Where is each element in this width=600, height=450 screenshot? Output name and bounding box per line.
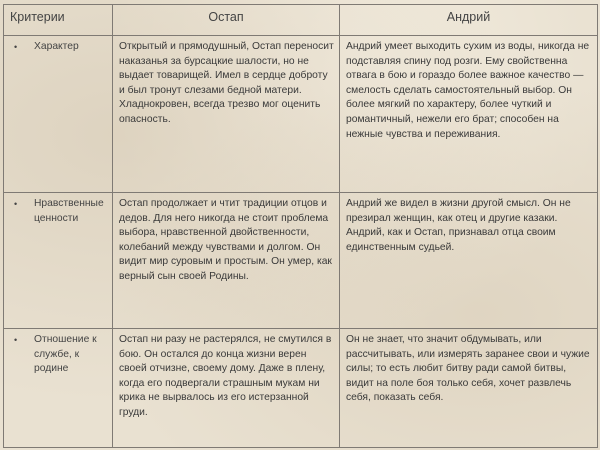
bullet-icon: • bbox=[14, 335, 18, 345]
table-row bbox=[4, 36, 598, 193]
andriy-cell: Андрий же видел в жизни другой смысл. Он не презирал женщин, как отец и другие казаки. Андрий, как и Остап, признавал отца своим единственным судьей. bbox=[340, 193, 598, 329]
criterion-cell bbox=[4, 36, 113, 193]
ostap-cell: Открытый и прямодушный, Остап переносит наказанья за бурсацкие шалости, но не выдает товарищей. Имел в сердце доброту и был тронут слезами бедной матери. Хладнокровен, всегда трезво мог оценить опасность. bbox=[113, 36, 340, 193]
bullet-icon: • bbox=[14, 199, 18, 209]
header-ostap: Остап bbox=[113, 5, 340, 36]
table-row bbox=[4, 193, 598, 329]
andriy-cell: Андрий умеет выходить сухим из воды, никогда не подставляя спину под розги. Ему свойственна отвага в бою и гораздо более важное качество — смелость сделать самостоятельный выбор. Он более мягкий по характеру, более чуткий и романтичный, нежели его брат; способен на нежные чувства и переживания. bbox=[340, 36, 598, 193]
ostap-cell: Остап продолжает и чтит традиции отцов и дедов. Для него никогда не стоит проблема выбора, нравственной двойственности, колебаний между чувствами и долгом. Он видит мир суровым и простым. Он умер, как верный сын своей Родины. bbox=[113, 193, 340, 329]
criterion-cell bbox=[4, 193, 113, 329]
table-row bbox=[4, 329, 598, 448]
header-andriy: Андрий bbox=[340, 5, 598, 36]
criterion-cell bbox=[4, 329, 113, 448]
header-row bbox=[4, 5, 598, 36]
comparison-table bbox=[3, 4, 598, 448]
criterion-label: Отношение к службе, к родине bbox=[34, 334, 97, 375]
criterion-label: Нравственные ценности bbox=[34, 198, 104, 224]
andriy-cell: Он не знает, что значит обдумывать, или рассчитывать, или измерять заранее свои и чужие силы; то есть любит битву ради самой битвы, видит на поле боя только себя, хочет развлечь себя, показать себя. bbox=[340, 329, 598, 448]
criterion-label: Характер bbox=[34, 41, 79, 52]
ostap-cell: Остап ни разу не растерялся, не смутился в бою. Он остался до конца жизни верен своей отчизне, своему дому. Даже в плену, когда его подвергали страшным мукам ни крика не вырвалось из его истерзанной груди. bbox=[113, 329, 340, 448]
bullet-icon: • bbox=[14, 42, 18, 52]
header-criteria: Критерии bbox=[4, 5, 113, 36]
